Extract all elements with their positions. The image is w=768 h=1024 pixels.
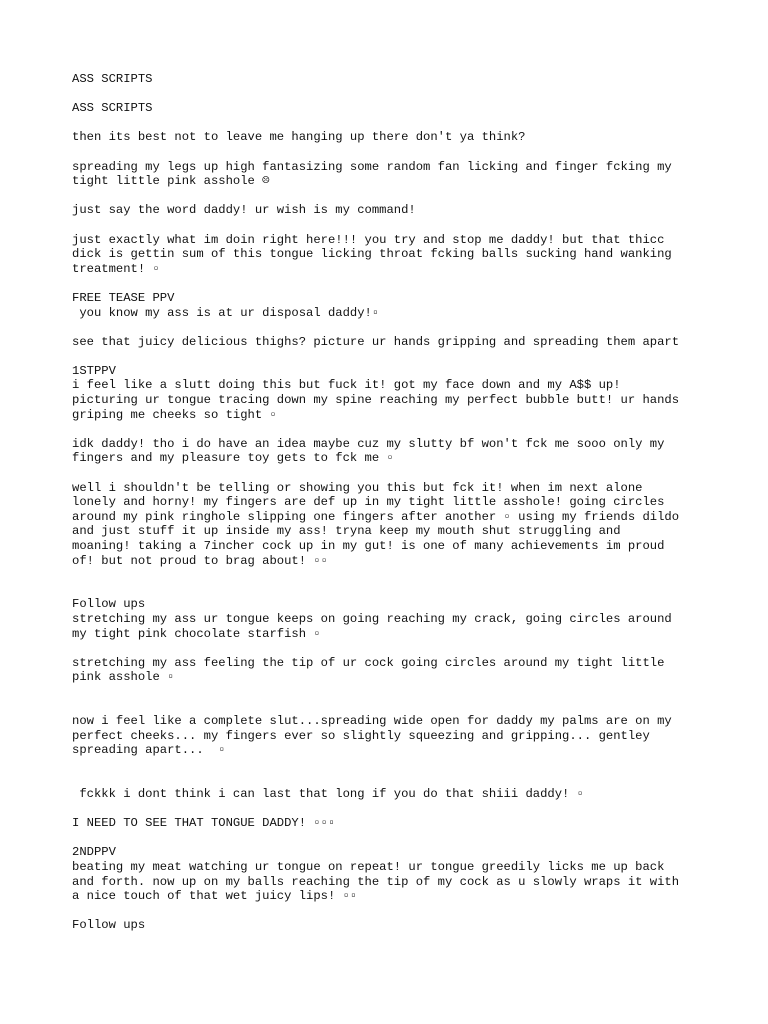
text-line: and forth. now up on my balls reaching the tip of my cock as u slowly wraps it with [72,874,680,889]
text-line: idk daddy! tho i do have an idea maybe cuz my slutty bf won't fck me sooo only my [72,436,665,451]
paragraph [72,291,708,320]
text-line: then its best not to leave me hanging up there don't ya think? [72,130,526,145]
paragraph [72,130,708,145]
text-line: 1STPPV [72,363,116,378]
paragraph [72,233,708,277]
text-line: griping me cheeks so tight ▫ [72,407,277,422]
text-line: lonely and horny! my fingers are def up in my tight little asshole! going circles [72,495,665,510]
text-line: stretching my ass feeling the tip of ur cock going circles around my tight little [72,655,665,670]
text-line: ASS SCRIPTS [72,72,153,86]
paragraph [72,203,708,218]
text-line: around my pink ringhole slipping one fingers after another ▫ using my friends dildo [72,509,680,524]
text-line: my tight pink chocolate starfish ▫ [72,626,321,641]
text-line: now i feel like a complete slut...spreading wide open for daddy my palms are on my [72,714,672,729]
paragraph [72,101,708,116]
text-line: moaning! taking a 7incher cock up in my gut! is one of many achievements im proud [72,539,665,553]
text-line: spreading my legs up high fantasizing some random fan licking and finger fcking my [72,159,672,174]
paragraph [72,845,708,903]
paragraph [72,481,708,569]
paragraph [72,787,708,802]
paragraph [72,364,708,422]
text-line: FREE TEASE PPV [72,290,175,305]
text-line: and just stuff it up inside my ass! tryna keep my mouth shut struggling and [72,524,621,539]
paragraph [72,597,708,641]
text-line: i feel like a slutt doing this but fuck it! got my face down and my A$$ up! [72,378,621,393]
text-line: Follow ups [72,918,146,933]
text-line: fingers and my pleasure toy gets to fck me ▫ [72,451,394,466]
blank-line [72,773,708,788]
text-line: pink asshole ▫ [72,670,175,685]
paragraph [72,918,708,933]
text-line: I NEED TO SEE THAT TONGUE DADDY! ▫▫▫ [72,816,336,831]
paragraph [72,714,708,758]
text-line: Follow ups [72,597,146,612]
paragraph [72,335,708,350]
text-line: dick is gettin sum of this tongue licking throat fcking balls sucking hand wanking [72,247,672,262]
text-line: fckkk i dont think i can last that long if you do that shiii daddy! ▫ [72,787,584,802]
text-line: beating my meat watching ur tongue on repeat! ur tongue greedily licks me up back [72,860,665,875]
text-line: just exactly what im doin right here!!! you try and stop me daddy! but that thicc [72,232,665,247]
text-line: well i shouldn't be telling or showing you this but fck it! when im next alone [72,480,643,495]
paragraph [72,816,708,831]
text-line: perfect cheeks... my fingers ever so slightly squeezing and gripping... gentley [72,728,650,743]
text-line: of! but not proud to brag about! ▫▫ [72,553,328,568]
text-line: a nice touch of that wet juicy lips! ▫▫ [72,889,358,904]
blank-line [72,700,708,715]
text-line: 2NDPPV [72,845,116,860]
text-line: tight little pink asshole ☹ [72,174,270,189]
text-line: picturing ur tongue tracing down my spine reaching my perfect bubble butt! ur hands [72,393,680,408]
text-line: stretching my ass ur tongue keeps on going reaching my crack, going circles around [72,611,672,626]
text-line: just say the word daddy! ur wish is my command! [72,203,416,218]
text-line: ASS SCRIPTS [72,101,153,116]
paragraph [72,160,708,189]
paragraph [72,656,708,685]
text-line: you know my ass is at ur disposal daddy!▫ [72,305,380,320]
paragraph [72,437,708,466]
blank-line [72,583,708,598]
text-line: spreading apart... ▫ [72,743,226,758]
paragraph [72,72,708,87]
text-line: treatment! ▫ [72,261,160,276]
text-line: see that juicy delicious thighs? picture ur hands gripping and spreading them apart [72,334,680,349]
